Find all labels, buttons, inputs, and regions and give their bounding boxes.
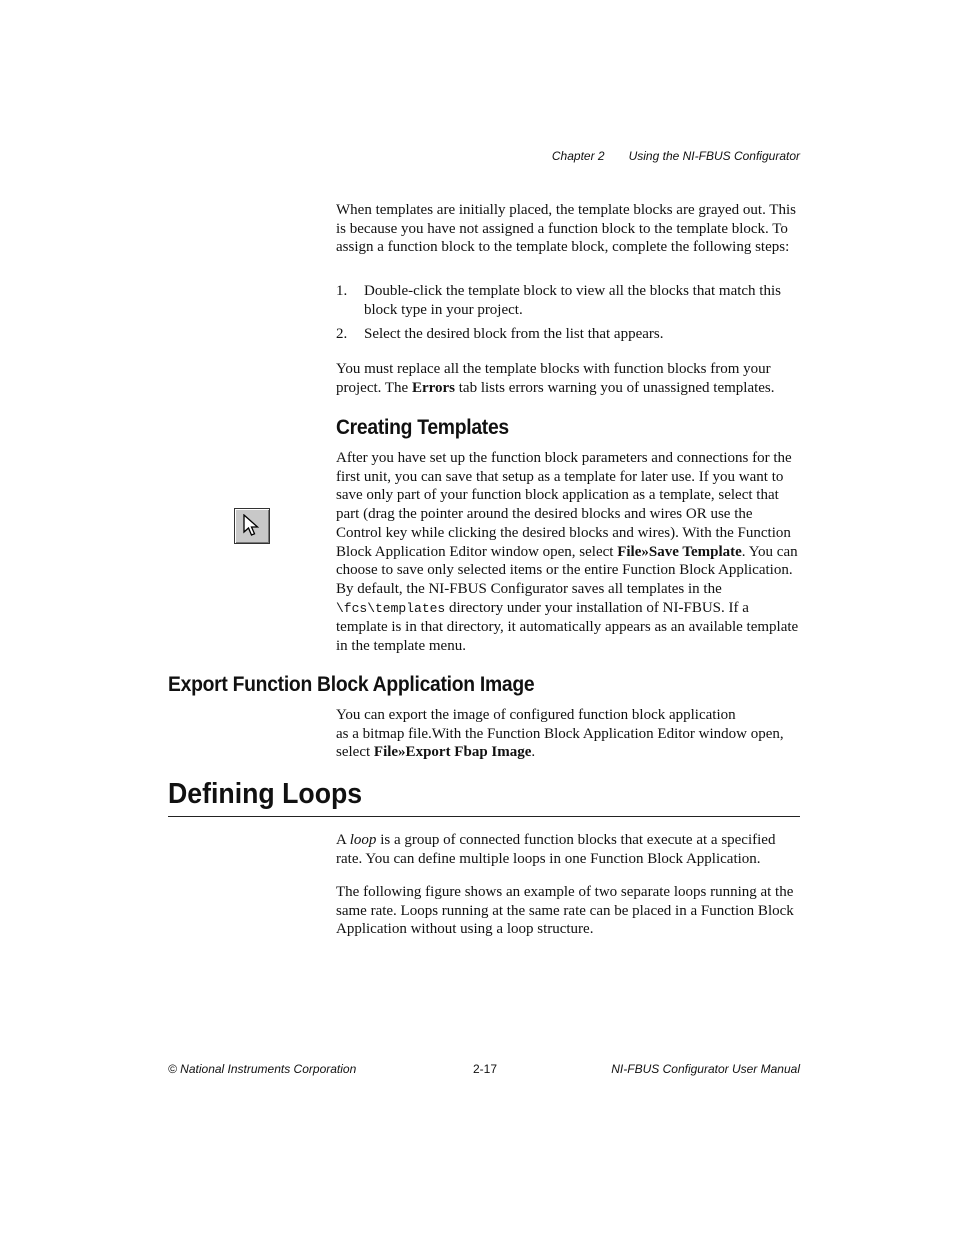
step-text: Double-click the template block to view all the blocks that match this block type in your project. (364, 283, 781, 318)
intro-paragraph: When templates are initially placed, the template blocks are grayed out. This is because you have not assigned a function block to the template block. To assign a function block to the template block, complete the following steps: (336, 202, 796, 256)
footer-copyright: © National Instruments Corporation (168, 1062, 357, 1076)
running-header (552, 149, 800, 163)
defining-loops-heading: Defining Loops (168, 778, 363, 810)
header-chapter: Chapter 2 (551, 149, 605, 163)
replace-note-paragraph: You must replace all the template blocks with function blocks from your project. The Errors tab lists errors warning you of unassigned templates. (336, 361, 775, 396)
step-number: 1. (336, 283, 348, 299)
creating-templates-paragraph: After you have set up the function block parameters and connections for the first unit, you can save that setup as a template for later use. If you want to save only part of your function block application as a template, select that part (drag the pointer around the desired blocks and wires OR use the Control key while clicking the desired blocks and wires). With the Function Block Application Editor window open, select File»Save Template. You can choose to save only selected items or the entire Function Block Application. By default, the NI-FBUS Configurator saves all templates in the \fcs\templates directory under your installation of NI-FBUS. If a template is in that directory, it automatically appears as an available template in the template menu. (336, 450, 799, 655)
export-fbap-menu-path: File»Export Fbap Image (373, 744, 532, 761)
footer-manual-title: NI-FBUS Configurator User Manual (611, 1062, 800, 1076)
list-item (336, 325, 800, 344)
header-section: Using the NI-FBUS Configurator (628, 149, 800, 163)
loop-figure-intro-paragraph: The following figure shows an example of two separate loops running at the same rate. Loops running at the same rate can be placed in a Function Block Application without using a loop structure. (336, 884, 794, 938)
steps-list (336, 282, 800, 350)
step-text: Select the desired block from the list that appears. (364, 326, 664, 343)
heading-divider (168, 816, 800, 817)
errors-tab-term: Errors (411, 379, 455, 396)
save-template-menu-path: File»Save Template (617, 543, 742, 560)
creating-templates-heading: Creating Templates (336, 416, 509, 439)
templates-directory-path: \fcs\templates (336, 600, 446, 616)
step-number: 2. (336, 326, 348, 343)
list-item (336, 282, 800, 319)
loop-term: loop (349, 832, 377, 848)
export-heading: Export Function Block Application Image (168, 673, 535, 696)
export-paragraph: You can export the image of configured function block application as a bitmap file.With the Function Block Application Editor window open, select File»Export Fbap Image. (336, 707, 784, 761)
arrow-pointer-icon (234, 508, 270, 544)
page-number: 2-17 (473, 1062, 498, 1076)
loop-definition-paragraph: A loop is a group of connected function blocks that execute at a specified rate. You can define multiple loops in one Function Block Application. (336, 832, 776, 867)
